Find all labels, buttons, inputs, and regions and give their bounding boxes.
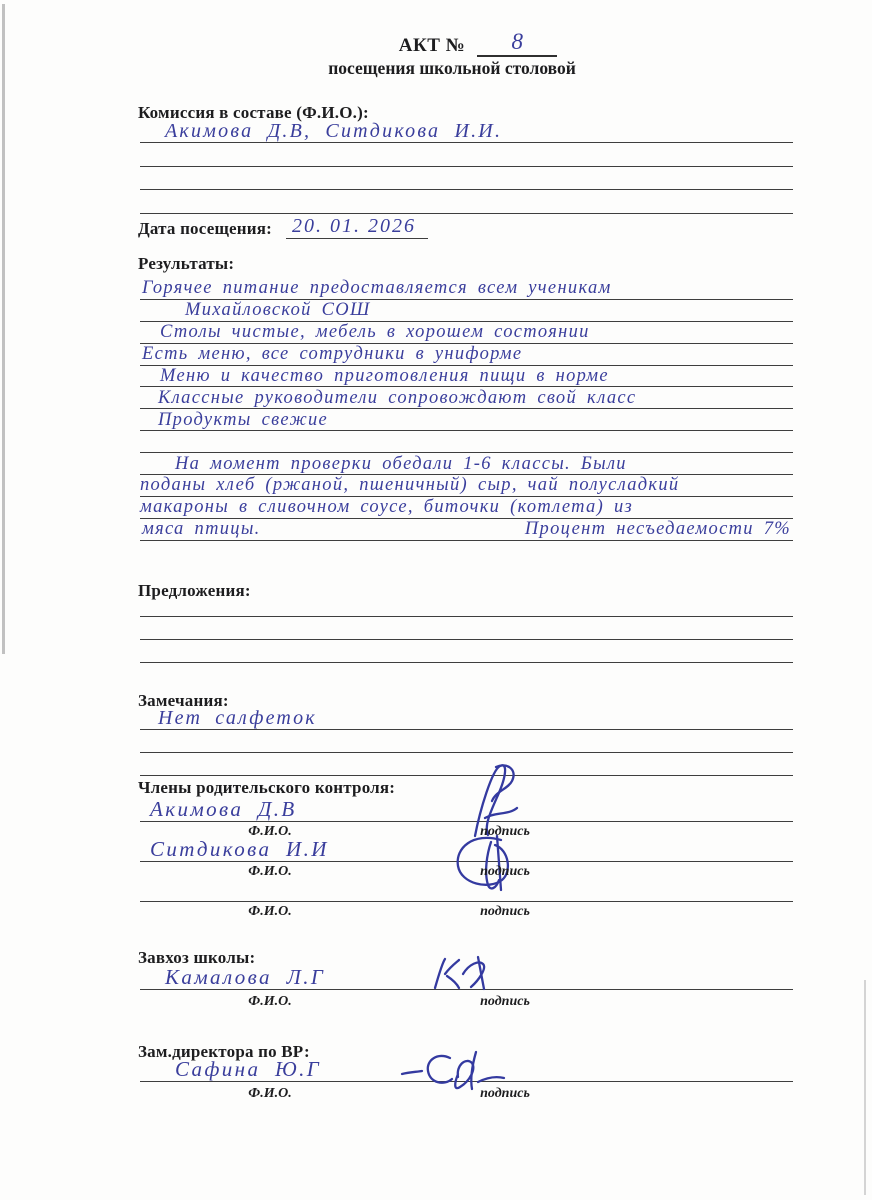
ruled-line [140, 366, 793, 388]
ruled-line [140, 167, 793, 190]
fio-label: Ф.И.О. [248, 994, 292, 1009]
zavkhoz-label: Завхоз школы: [138, 948, 256, 967]
ruled-line [140, 344, 793, 366]
ruled-line [140, 143, 793, 166]
visit-date-handwritten: 20. 01. 2026 [286, 216, 428, 239]
deputy-name: Сафина Ю.Г [175, 1056, 322, 1081]
ruled-line [140, 387, 793, 409]
ruled-line [140, 640, 793, 663]
fio-label: Ф.И.О. [248, 904, 292, 919]
ruled-line [140, 278, 793, 300]
deputy-label: Зам.директора по ВР: [138, 1042, 310, 1061]
parental-control-label: Члены родительского контроля: [138, 778, 396, 797]
parental-row-3-labels [140, 904, 793, 920]
act-number-label: АКТ № [398, 35, 466, 57]
handwritten-text: макароны в сливочном соусе, биточки (котлета) из [140, 497, 634, 518]
zavkhoz-name: Камалова Л.Г [165, 964, 326, 989]
fio-label: Ф.И.О. [248, 824, 292, 839]
handwritten-text: Продукты свежие [158, 409, 329, 430]
ruled-line [140, 497, 793, 519]
handwritten-text: Горячее питание предоставляется всем ученикам [142, 278, 612, 299]
commission-lines [140, 120, 793, 214]
act-number-field [477, 30, 557, 57]
handwritten-text: Нет салфеток [158, 707, 317, 729]
results-lines [140, 278, 793, 541]
zavkhoz-labels [140, 994, 793, 1010]
document-subtitle: посещения школьной столовой [328, 58, 576, 78]
fio-label: Ф.И.О. [248, 864, 292, 879]
parental-row-1-name: Акимова Д.В [150, 796, 297, 821]
handwritten-text: Михайловской СОШ [185, 300, 371, 321]
ruled-line [140, 300, 793, 322]
handwritten-text: Акимова Д.В, Ситдикова И.И. [165, 120, 503, 143]
handwritten-text: Классные руководители сопровождают свой класс [158, 387, 637, 408]
handwritten-text: поданы хлеб (ржаной, пшеничный) сыр, чай полусладкий [140, 475, 680, 496]
visit-date-label: Дата посещения: [138, 219, 273, 238]
handwritten-text: Меню и качество приготовления пищи в норме [160, 366, 609, 387]
ruled-line [140, 431, 793, 453]
ruled-line [140, 322, 793, 344]
ruled-line [140, 519, 793, 541]
parental-row-3-line [140, 872, 793, 902]
ruled-line [140, 190, 793, 213]
handwritten-text: мяса птицы. [142, 519, 261, 540]
act-number-handwritten: 8 [511, 29, 523, 54]
fio-label: Ф.И.О. [248, 1086, 292, 1101]
ruled-line [140, 707, 793, 730]
commission-label: Комиссия в составе (Ф.И.О.): [138, 103, 369, 122]
signature-zavkhoz [428, 952, 490, 994]
remarks-label: Замечания: [138, 691, 229, 710]
ruled-line [140, 120, 793, 143]
document-title [42, 30, 872, 57]
scan-edge-right [864, 980, 866, 1195]
handwritten-text: Есть меню, все сотрудники в униформе [142, 344, 523, 365]
ruled-line [140, 594, 793, 617]
handwritten-text: На момент проверки обедали 1-6 классы. Были [175, 453, 627, 474]
parental-row-2-name: Ситдикова И.И [150, 836, 329, 861]
deputy-labels [140, 1086, 793, 1102]
visit-date-row [138, 216, 428, 239]
ruled-line [140, 453, 793, 475]
suggestions-lines [140, 594, 793, 663]
ruled-line [140, 475, 793, 497]
handwritten-text: Столы чистые, мебель в хорошем состоянии [160, 322, 590, 343]
ruled-line [140, 617, 793, 640]
suggestions-label: Предложения: [138, 581, 251, 600]
signature-label: подпись [480, 904, 530, 919]
handwritten-text: Процент несъедаемости 7% [524, 519, 791, 540]
signature-label: подпись [480, 864, 530, 879]
ruled-line [140, 730, 793, 753]
results-label: Результаты: [138, 254, 235, 273]
scan-edge-left [2, 4, 5, 654]
signature-label: подпись [480, 824, 530, 839]
ruled-line [140, 409, 793, 431]
signature-label: подпись [480, 994, 530, 1009]
signature-label: подпись [480, 1086, 530, 1101]
